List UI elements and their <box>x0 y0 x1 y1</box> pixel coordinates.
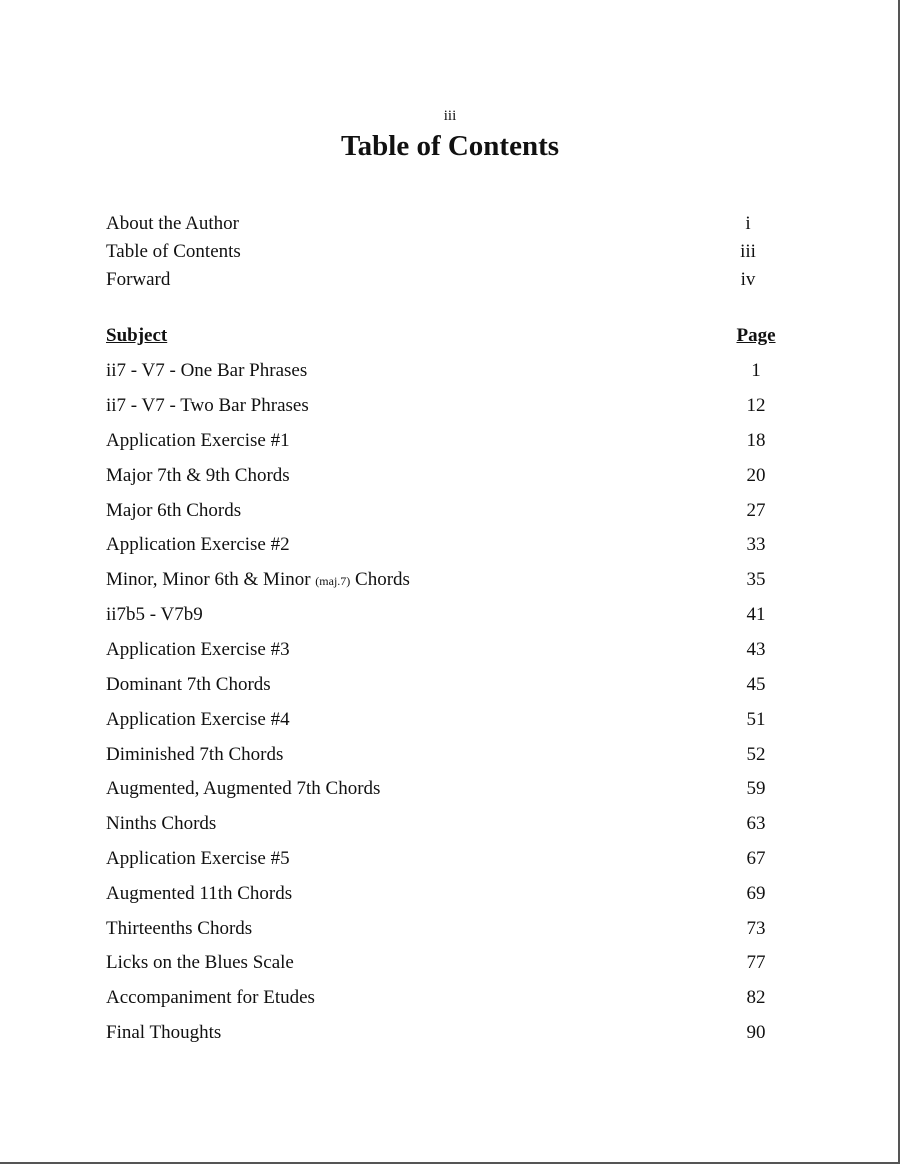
toc-entry-label: Application Exercise #5 <box>106 848 290 869</box>
toc-entry-page: i <box>745 213 751 234</box>
toc-entry-label: Augmented 11th Chords <box>106 883 293 904</box>
toc-entry-page: 41 <box>746 604 766 625</box>
toc-entry-page: 82 <box>746 987 766 1008</box>
toc-row <box>0 426 900 456</box>
toc-entry-page: 35 <box>746 569 766 590</box>
toc-front-row <box>0 209 900 239</box>
toc-entry-page: iii <box>740 241 756 262</box>
page-title: Table of Contents <box>340 130 560 162</box>
toc-entry-label: Thirteenths Chords <box>106 918 253 939</box>
toc-entry-label-text: Chords <box>350 569 410 590</box>
toc-entry-label: Major 6th Chords <box>106 500 242 521</box>
toc-row <box>0 565 900 595</box>
toc-row <box>0 705 900 735</box>
toc-entry-label: ii7b5 - V7b9 <box>106 604 203 625</box>
toc-entry-page: 69 <box>746 883 766 904</box>
toc-entry-page: 43 <box>746 639 766 660</box>
toc-row <box>0 914 900 944</box>
toc-entry-label: Licks on the Blues Scale <box>106 952 294 973</box>
toc-entry-page: 27 <box>746 500 766 521</box>
maj7-subscript: (maj.7) <box>315 574 351 588</box>
toc-entry-page: 77 <box>746 952 766 973</box>
toc-entry-label: Application Exercise #2 <box>106 534 290 555</box>
toc-row <box>0 740 900 770</box>
toc-entry-label: Application Exercise #1 <box>106 430 290 451</box>
toc-entry-label: Application Exercise #3 <box>106 639 290 660</box>
toc-entry-label: About the Author <box>106 213 239 234</box>
toc-row <box>0 635 900 665</box>
toc-entry-page: 59 <box>746 778 766 799</box>
toc-entry-page: 1 <box>751 360 761 381</box>
toc-entry-page: 51 <box>746 709 766 730</box>
toc-row <box>0 670 900 700</box>
toc-column-header <box>0 321 900 351</box>
toc-row <box>0 496 900 526</box>
toc-row <box>0 879 900 909</box>
page-number: iii <box>443 108 457 124</box>
toc-entry-label: ii7 - V7 - One Bar Phrases <box>106 360 308 381</box>
toc-entry-label: Ninths Chords <box>106 813 217 834</box>
toc-entry-page: 52 <box>746 744 766 765</box>
toc-entry-page: 67 <box>746 848 766 869</box>
toc-row <box>0 600 900 630</box>
toc-row <box>0 809 900 839</box>
toc-entry-label: Forward <box>106 269 171 290</box>
toc-entry-label: Dominant 7th Chords <box>106 674 271 695</box>
toc-entry-page: 73 <box>746 918 766 939</box>
toc-entry-label: Final Thoughts <box>106 1022 222 1043</box>
toc-row <box>0 1018 900 1048</box>
toc-front-row <box>0 265 900 295</box>
toc-front-row <box>0 237 900 267</box>
toc-row <box>0 530 900 560</box>
toc-entry-page: 45 <box>746 674 766 695</box>
toc-row <box>0 461 900 491</box>
toc-entry-label: Table of Contents <box>106 241 241 262</box>
toc-row <box>0 391 900 421</box>
toc-entry-page: 20 <box>746 465 766 486</box>
toc-entry-label <box>106 565 410 596</box>
toc-entry-page: 90 <box>746 1022 766 1043</box>
toc-entry-label: Diminished 7th Chords <box>106 744 284 765</box>
toc-entry-label: Major 7th & 9th Chords <box>106 465 290 486</box>
subject-header: Subject <box>106 325 168 346</box>
toc-entry-label: Accompaniment for Etudes <box>106 987 315 1008</box>
toc-row <box>0 774 900 804</box>
page-header: Page <box>736 325 776 346</box>
toc-row <box>0 356 900 386</box>
toc-row <box>0 983 900 1013</box>
toc-entry-label: Application Exercise #4 <box>106 709 290 730</box>
toc-entry-label-text: Minor, Minor 6th & Minor <box>106 569 316 590</box>
toc-entry-page: 63 <box>746 813 766 834</box>
toc-entry-page: 18 <box>746 430 766 451</box>
toc-entry-label: ii7 - V7 - Two Bar Phrases <box>106 395 309 416</box>
toc-row <box>0 948 900 978</box>
toc-entry-label: Augmented, Augmented 7th Chords <box>106 778 381 799</box>
toc-row <box>0 844 900 874</box>
toc-entry-page: iv <box>740 269 756 290</box>
toc-entry-page: 12 <box>746 395 766 416</box>
toc-entry-page: 33 <box>746 534 766 555</box>
